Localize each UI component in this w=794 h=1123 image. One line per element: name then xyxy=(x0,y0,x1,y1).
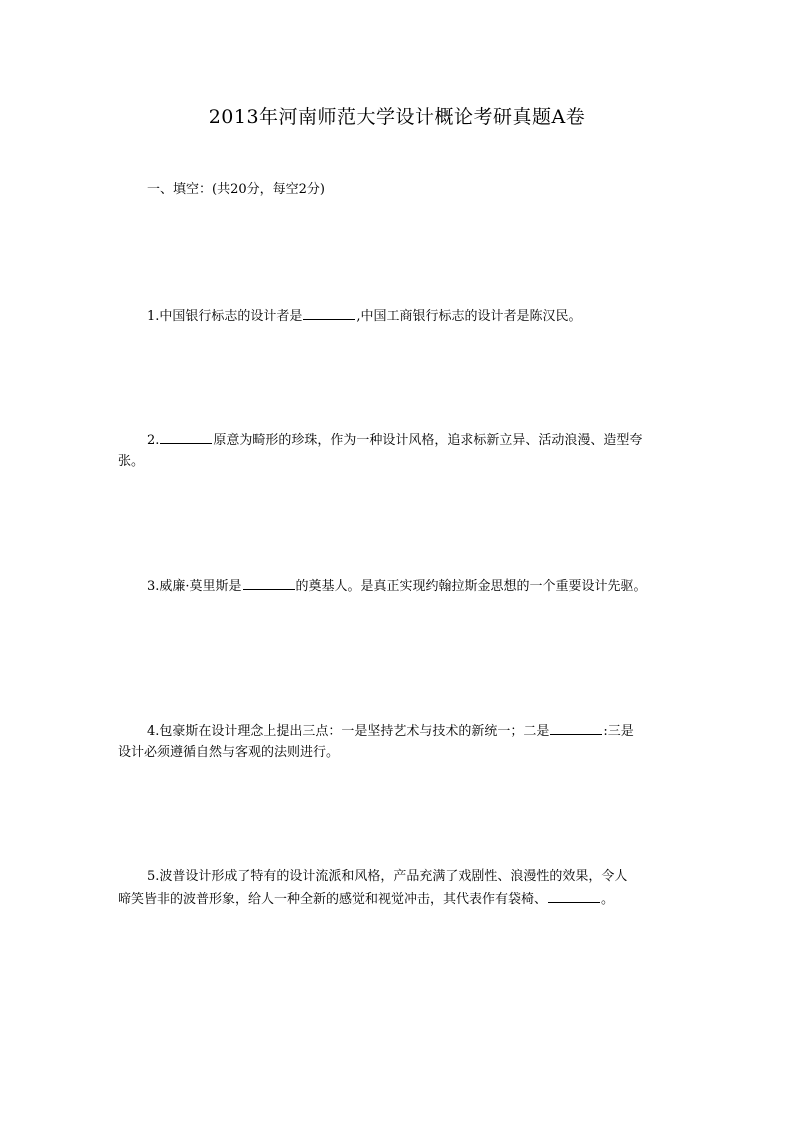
question-2 xyxy=(147,430,642,450)
question-4 xyxy=(147,721,634,741)
section-heading: 一、填空：(共20分，每空2分) xyxy=(147,182,325,197)
question-2-text-before: 2. xyxy=(147,433,160,448)
question-5-text-before: 啼笑皆非的波普形象，给人一种全新的感觉和视觉冲击，其代表作有袋椅、 xyxy=(118,892,548,907)
question-3 xyxy=(147,576,647,596)
question-5-line-1: 5.波普设计形成了特有的设计流派和风格，产品充满了戏剧性、浪漫性的效果，令人 xyxy=(147,869,628,884)
question-3-text-before: 3.威廉·莫里斯是 xyxy=(147,579,242,594)
page-title: 2013年河南师范大学设计概论考研真题A卷 xyxy=(208,106,586,128)
question-5-line-2 xyxy=(118,889,614,909)
question-1-text-after: ,中国工商银行标志的设计者是陈汉民。 xyxy=(356,309,582,324)
question-5-text-after: 。 xyxy=(601,892,615,907)
answer-blank-5 xyxy=(548,889,600,903)
answer-blank-2 xyxy=(160,430,212,444)
question-2-continuation: 张。 xyxy=(118,454,145,469)
answer-blank-3 xyxy=(243,576,295,590)
question-3-text-after: 的奠基人。是真正实现约翰拉斯金思想的一个重要设计先驱。 xyxy=(295,579,647,594)
question-4-text-after: :三是 xyxy=(603,724,634,739)
question-4-continuation: 设计必须遵循自然与客观的法则进行。 xyxy=(118,745,340,760)
answer-blank-1 xyxy=(303,306,355,320)
question-4-text-before: 4.包豪斯在设计理念上提出三点：一是坚持艺术与技术的新统一；二是 xyxy=(147,724,550,739)
question-1 xyxy=(147,306,582,326)
question-2-text-after: 原意为畸形的珍珠，作为一种设计风格，追求标新立异、活动浪漫、造型夸 xyxy=(213,433,643,448)
answer-blank-4 xyxy=(550,721,602,735)
question-1-text-before: 1.中国银行标志的设计者是 xyxy=(147,309,303,324)
